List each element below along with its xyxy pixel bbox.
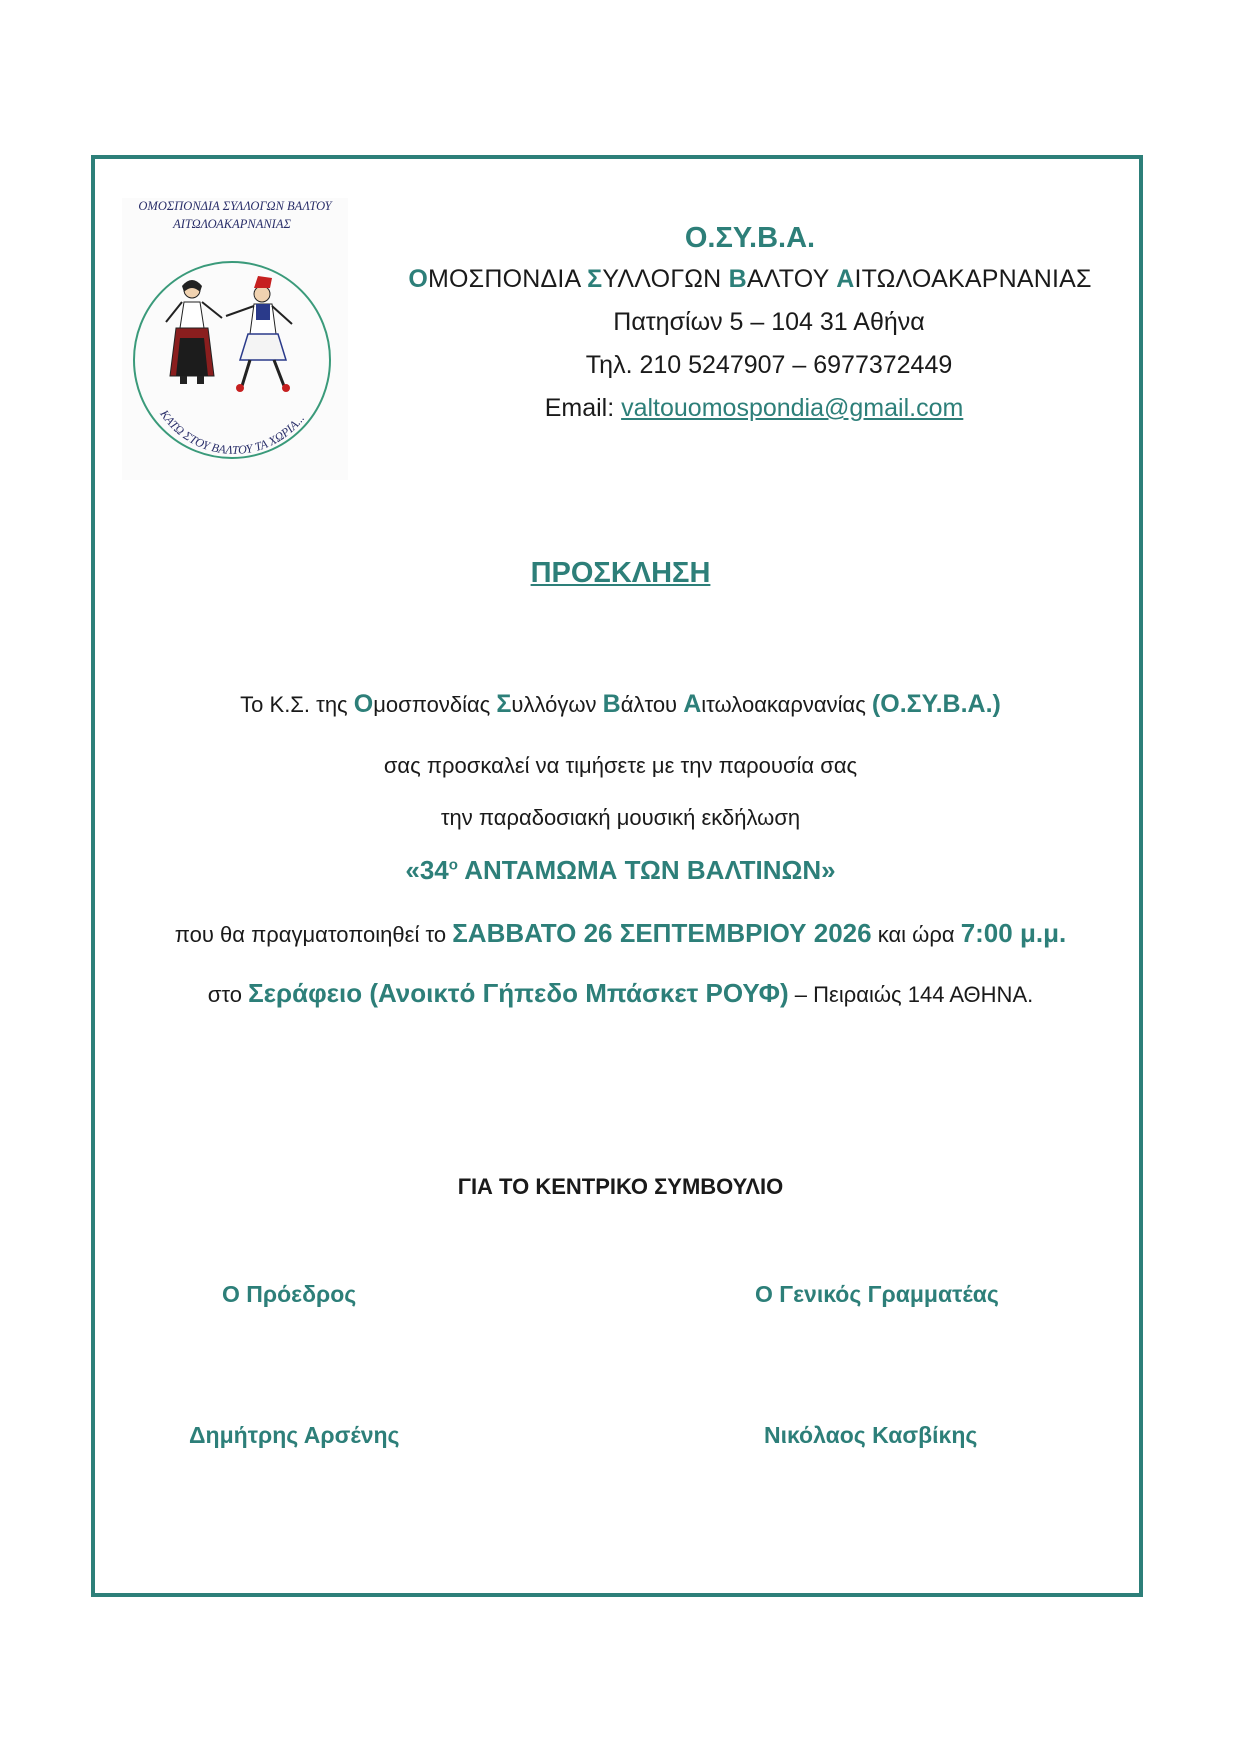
org-name-initial: Α xyxy=(836,265,855,293)
org-name-initial: Β xyxy=(728,265,747,293)
invitation-line-3: την παραδοσιακή μουσική εκδήλωση xyxy=(440,805,801,830)
logo-ring xyxy=(134,262,330,458)
logo-ring-text: ΚΑΤΩ ΣΤΟΥ ΒΑΛΤΟΥ ΤΑ ΧΩΡΙΑ... xyxy=(157,407,308,457)
org-name-initial: Ο xyxy=(408,265,428,293)
org-name-rest: ΥΛΛΟΓΩΝ xyxy=(602,265,729,293)
org-email-line xyxy=(368,394,1140,423)
event-name-number: «34 xyxy=(405,855,449,885)
letterhead xyxy=(360,218,1140,423)
logo-top-line-1: ΟΜΟΣΠΟΝΔΙΑ ΣΥΛΛΟΓΩΝ ΒΑΛΤΟΥ xyxy=(138,199,332,213)
invitation-title: ΠΡΟΣΚΛΗΣΗ xyxy=(530,557,711,589)
org-acronym: Ο.ΣΥ.Β.Α. xyxy=(684,222,816,254)
line1-acronym: (Ο.ΣΥ.Β.Α.) xyxy=(871,690,1001,718)
line1-initial: Β xyxy=(602,690,621,718)
line1-rest: μοσπονδίας xyxy=(373,692,497,717)
org-name-rest: ΜΟΣΠΟΝΔΙΑ xyxy=(428,265,588,293)
secretary-name: Νικόλαος Κασβίκης xyxy=(764,1422,978,1448)
invitation-line-1 xyxy=(0,690,1241,719)
datetime-prefix: που θα πραγματοποιηθεί το xyxy=(174,922,453,947)
org-address: Πατησίων 5 – 104 31 Αθήνα xyxy=(613,308,925,336)
line1-rest: υλλόγων xyxy=(511,692,603,717)
president-title: Ο Πρόεδρος xyxy=(222,1281,357,1307)
datetime-mid: και ώρα xyxy=(871,922,961,947)
invitation-line-2: σας προσκαλεί να τιμήσετε με την παρουσία σας xyxy=(383,753,858,778)
line1-initial: Σ xyxy=(496,690,512,718)
event-venue-line xyxy=(0,978,1241,1009)
email-label: Email: xyxy=(544,394,622,422)
line1-initial: Ο xyxy=(353,690,374,718)
line1-rest: ιτωλοακαρνανίας xyxy=(701,692,872,717)
secretary-title: Ο Γενικός Γραμματέας xyxy=(755,1281,999,1307)
association-logo xyxy=(122,198,348,480)
org-name-initial: Σ xyxy=(587,265,603,293)
president-name: Δημήτρης Αρσένης xyxy=(189,1422,400,1448)
event-name xyxy=(0,855,1241,886)
org-full-name xyxy=(360,265,1140,294)
female-dancer-figure xyxy=(166,280,222,384)
event-name-ordinal: ο xyxy=(448,856,458,874)
line1-initial: Α xyxy=(683,690,702,718)
event-name-rest: ΑΝΤΑΜΩΜΑ ΤΩΝ ΒΑΛΤΙΝΩΝ» xyxy=(457,855,836,885)
line1-rest: άλτου xyxy=(620,692,684,717)
event-time: 7:00 μ.μ. xyxy=(960,918,1067,948)
male-dancer-figure xyxy=(226,276,292,392)
email-link[interactable]: valtouomospondia@gmail.com xyxy=(621,394,964,422)
logo-top-line-2: ΑΙΤΩΛΟΑΚΑΡΝΑΝΙΑΣ xyxy=(173,217,291,231)
event-date: ΣΑΒΒΑΤΟ 26 ΣΕΠΤΕΜΒΡΙΟΥ 2026 xyxy=(452,918,872,948)
venue-suffix: – Πειραιώς 144 ΑΘΗΝΑ. xyxy=(788,982,1034,1007)
venue-prefix: στο xyxy=(207,982,249,1007)
event-venue: Σεράφειο (Ανοικτό Γήπεδο Μπάσκετ ΡΟΥΦ) xyxy=(248,978,789,1008)
event-datetime-line xyxy=(0,918,1241,949)
council-heading: ΓΙΑ ΤΟ ΚΕΝΤΡΙΚΟ ΣΥΜΒΟΥΛΙΟ xyxy=(457,1174,784,1199)
org-name-rest: ΙΤΩΛΟΑΚΑΡΝΑΝΙΑΣ xyxy=(854,265,1092,293)
org-name-rest: ΑΛΤΟΥ xyxy=(746,265,837,293)
org-phone: Τηλ. 210 5247907 – 6977372449 xyxy=(585,351,953,379)
line1-prefix: Το Κ.Σ. της xyxy=(240,692,354,717)
